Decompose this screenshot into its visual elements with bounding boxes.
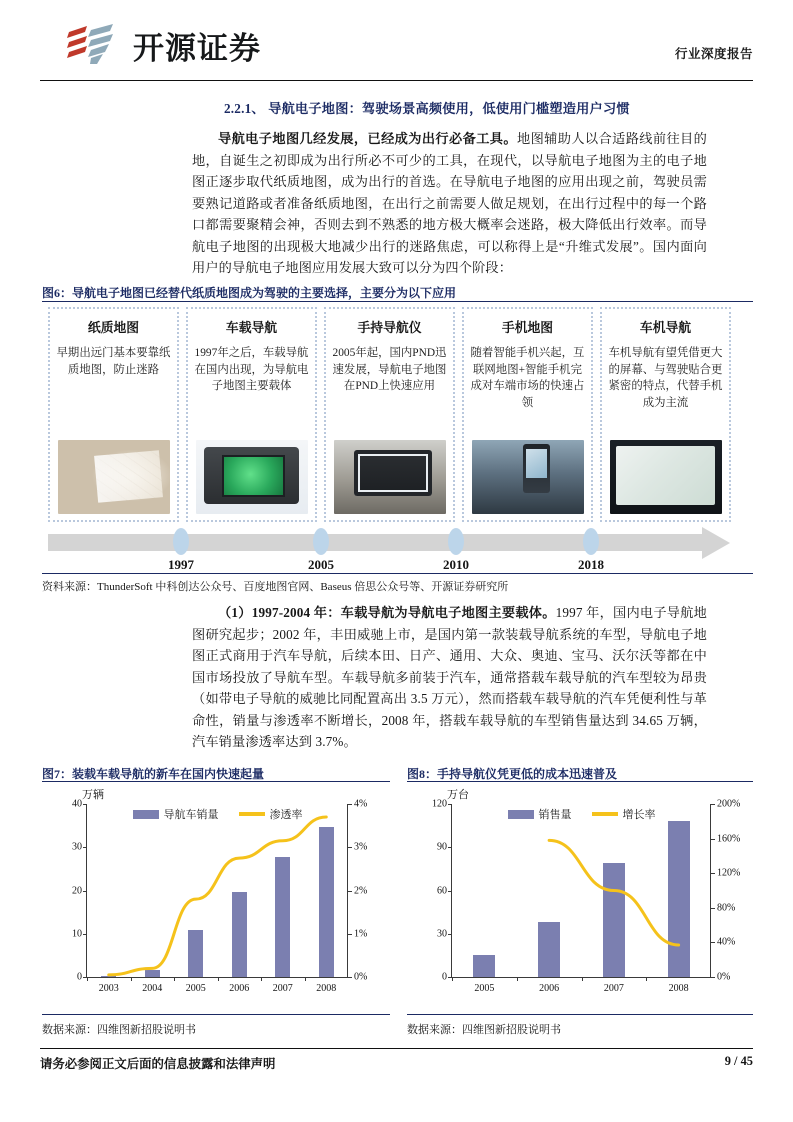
- secondary-y-axis-tick-label: 40%: [717, 936, 736, 948]
- secondary-y-axis-tick-mark: [711, 977, 715, 978]
- secondary-y-axis-tick-mark: [711, 873, 715, 874]
- y-axis-unit-label: 万辆: [82, 789, 104, 801]
- plot-area: [432, 798, 741, 994]
- footer-divider: [40, 1048, 753, 1049]
- y-axis-tick-label: 60: [437, 885, 447, 896]
- chart-line-series: [87, 804, 348, 977]
- y-axis-tick-label: 20: [72, 885, 82, 896]
- paper-map-photo: [58, 440, 170, 514]
- paragraph-phase1-lead: （1）1997-2004 年：车载导航为导航电子地图主要载体。: [218, 605, 556, 620]
- x-axis-tick-mark: [131, 977, 132, 981]
- y-axis-tick-label: 0: [77, 971, 82, 983]
- report-kind-label: 行业深度报告: [674, 47, 753, 61]
- x-axis-tick-label: 2008: [316, 983, 337, 994]
- x-axis-tick-label: 2006: [229, 983, 250, 994]
- x-axis-tick-mark: [87, 977, 88, 981]
- timeline-year-label: 2005: [308, 557, 334, 572]
- secondary-y-axis-tick-mark: [711, 942, 715, 943]
- figure7-title: 图7：装载车载导航的新车在国内快速起量: [42, 767, 265, 781]
- x-axis-tick-mark: [261, 977, 262, 981]
- timeline-card-body: 车机导航有望凭借更大的屏幕、与驾驶贴合更紧密的特点，代替手机成为主流: [608, 347, 723, 409]
- paragraph-intro-lead: 导航电子地图几经发展，已经成为出行必备工具。: [218, 131, 517, 146]
- timeline-card-body: 2005年起，国内PND迅速发展，导航电子地图在PND上快速应用: [332, 347, 447, 392]
- secondary-y-axis-tick-label: 160%: [717, 833, 741, 845]
- timeline-card: [186, 307, 317, 522]
- timeline-card: [48, 307, 179, 522]
- brand-logo: [65, 22, 261, 68]
- timeline-card-body: 早期出远门基本要靠纸质地图，防止迷路: [56, 347, 171, 376]
- x-axis-tick-label: 2007: [603, 983, 624, 994]
- y-axis-unit-label: 万台: [447, 789, 469, 801]
- secondary-y-axis-tick-label: 120%: [717, 867, 741, 879]
- secondary-y-axis-tick-mark: [348, 891, 352, 892]
- x-axis-tick-mark: [646, 977, 647, 981]
- header-divider: [40, 80, 753, 81]
- figure7-chart: [42, 784, 390, 1012]
- timeline-bar: [48, 534, 702, 551]
- footer-disclaimer: 请务必参阅正文后面的信息披露和法律声明: [40, 1057, 276, 1071]
- secondary-y-axis-tick-label: 200%: [717, 798, 741, 810]
- paragraph-phase1: [192, 602, 707, 753]
- secondary-y-axis-tick-mark: [348, 934, 352, 935]
- secondary-y-axis-tick-label: 0%: [354, 971, 368, 983]
- y-axis-tick-label: 90: [437, 841, 447, 853]
- x-axis-tick-mark: [218, 977, 219, 981]
- paragraph-phase1-body: 1997 年，国内电子导航地图研究起步；2002 年，丰田威驰上市，是国内第一款装载导航系统的车型，导航电子地图正式商用于汽车导航，后续本田、日产、通用、大众、奥迪、宝马、沃尔沃等都在中国市场投放了导航车型。车载导航多前装于汽车，通常搭载车载导航的汽车型较为昂贵（如带电子导航的威驰比同配置高出 3.5 万元），然而搭载车载导航的汽车凭便利性与革命性，销量与渗透率不断增长，2008 年，搭载车载导航的车型销售量达到 34.65 万辆，汽车销量渗透率达到 3.7%。: [192, 605, 707, 749]
- timeline-card-list: [48, 307, 731, 522]
- legend-label: 增长率: [622, 809, 656, 821]
- y-axis-tick-label: 10: [72, 928, 82, 940]
- timeline-marker: [448, 528, 464, 555]
- secondary-y-axis-tick-label: 2%: [354, 885, 368, 896]
- timeline-card: [462, 307, 593, 522]
- timeline-marker: [173, 528, 189, 555]
- page-header: [40, 14, 753, 76]
- timeline-arrowhead-icon: [702, 527, 730, 559]
- timeline-year-label: 2010: [443, 557, 469, 572]
- page-title: 2.2.1、 导航电子地图：驾驶场景高频使用，低使用门槛塑造用户习惯: [224, 101, 630, 116]
- secondary-y-axis-tick-label: 0%: [717, 971, 731, 983]
- secondary-y-axis-tick-mark: [348, 804, 352, 805]
- legend-label: 渗透率: [269, 809, 303, 821]
- paragraph-intro-body: 地图辅助人以合适路线前往目的地，自诞生之初即成为出行所必不可少的工具，在现代，以导航电子地图为主的电子地图正逐步取代纸质地图，成为出行的首选。在导航电子地图的应用出现之前，驾驶员需要熟记道路或者准备纸质地图，在出行之前需要人做足规划，在出行过程中的每一个路口都需要聚精会神，否则去到不熟悉的地方极大概率会迷路，极大降低出行效率。而导航电子地图的出现极大地减少出行的迷路焦虑，可以称得上是“升维式发展”。国内面向用户的导航电子地图应用发展大致可以分为四个阶段：: [192, 131, 707, 275]
- x-axis-tick-label: 2006: [539, 983, 560, 994]
- secondary-y-axis-tick-label: 1%: [354, 928, 368, 940]
- secondary-y-axis-tick-mark: [711, 804, 715, 805]
- figure8-source: 数据来源：四维图新招股说明书: [407, 1024, 561, 1036]
- car-navigation-unit-photo: [196, 440, 308, 514]
- brand-name: 开源证券: [133, 30, 261, 67]
- secondary-y-axis-tick-label: 3%: [354, 841, 368, 853]
- x-axis-tick-label: 2004: [142, 983, 163, 994]
- plot-area: [72, 798, 368, 994]
- y-axis-tick-label: 30: [437, 928, 447, 940]
- timeline-card-title: 车载导航: [225, 321, 278, 335]
- legend-label: 导航车销量: [163, 809, 219, 821]
- figure6-source: 资料来源：ThunderSoft 中科创达公众号、百度地图官网、Baseus 倍思公众号等、开源证券研究所: [42, 581, 509, 593]
- figure7-bottom-divider: [42, 1014, 390, 1015]
- timeline-card: [600, 307, 731, 522]
- timeline-card: [324, 307, 455, 522]
- timeline-card-body: 随着智能手机兴起，互联网地图+智能手机完成对车端市场的快速占领: [470, 347, 585, 409]
- timeline-marker: [313, 528, 329, 555]
- in-car-screen-photo: [610, 440, 722, 514]
- x-axis-tick-label: 2005: [185, 983, 206, 994]
- figure7-source: 数据来源：四维图新招股说明书: [42, 1024, 196, 1036]
- timeline-axis: [48, 531, 748, 572]
- timeline-card-title: 车机导航: [639, 321, 692, 335]
- timeline-year-label: 2018: [578, 557, 604, 572]
- figure8-bottom-divider: [407, 1014, 753, 1015]
- figure6-title-divider: [42, 301, 753, 302]
- figure7-title-divider: [42, 781, 390, 782]
- x-axis-tick-label: 2007: [272, 983, 293, 994]
- timeline-marker: [583, 528, 599, 555]
- y-axis-tick-label: 120: [432, 798, 447, 810]
- y-axis-tick-label: 40: [72, 798, 82, 810]
- y-axis-tick-label: 30: [72, 841, 82, 853]
- x-axis-tick-mark: [305, 977, 306, 981]
- timeline-card-title: 手持导航仪: [357, 321, 422, 335]
- secondary-y-axis-tick-mark: [348, 977, 352, 978]
- x-axis-tick-mark: [452, 977, 453, 981]
- x-axis-tick-mark: [174, 977, 175, 981]
- secondary-y-axis-tick-label: 4%: [354, 798, 368, 810]
- x-axis-tick-label: 2005: [474, 983, 495, 994]
- x-axis-tick-mark: [582, 977, 583, 981]
- legend-label: 销售量: [538, 809, 572, 821]
- paragraph-intro: [192, 128, 707, 279]
- kaiyuan-securities-logo-icon: [65, 22, 123, 68]
- secondary-y-axis-tick-label: 80%: [717, 902, 736, 914]
- figure6-timeline-diagram: [42, 303, 753, 574]
- x-axis-tick-label: 2003: [98, 983, 119, 994]
- figure8-title-divider: [407, 781, 753, 782]
- chart-line-series: [452, 804, 711, 977]
- x-axis-tick-mark: [517, 977, 518, 981]
- timeline-card-title: 手机地图: [501, 321, 554, 335]
- x-axis-tick-label: 2008: [668, 983, 689, 994]
- y-axis-tick-label: 0: [442, 971, 447, 983]
- timeline-card-body: 1997年之后，车载导航在国内出现，为导航电子地图主要载体: [194, 347, 309, 392]
- timeline-year-label: 1997: [168, 557, 194, 572]
- secondary-y-axis-tick-mark: [711, 908, 715, 909]
- figure8-chart: [407, 784, 753, 1012]
- figure8-title: 图8：手持导航仪凭更低的成本迅速普及: [407, 767, 618, 781]
- secondary-y-axis-tick-mark: [348, 847, 352, 848]
- phone-mount-photo: [472, 440, 584, 514]
- pnd-device-photo: [334, 440, 446, 514]
- figure6-title: 图6：导航电子地图已经替代纸质地图成为驾驶的主要选择，主要分为以下应用: [42, 286, 457, 300]
- timeline-card-title: 纸质地图: [87, 321, 140, 335]
- footer-page-number: 9 / 45: [724, 1054, 753, 1068]
- secondary-y-axis-tick-mark: [711, 839, 715, 840]
